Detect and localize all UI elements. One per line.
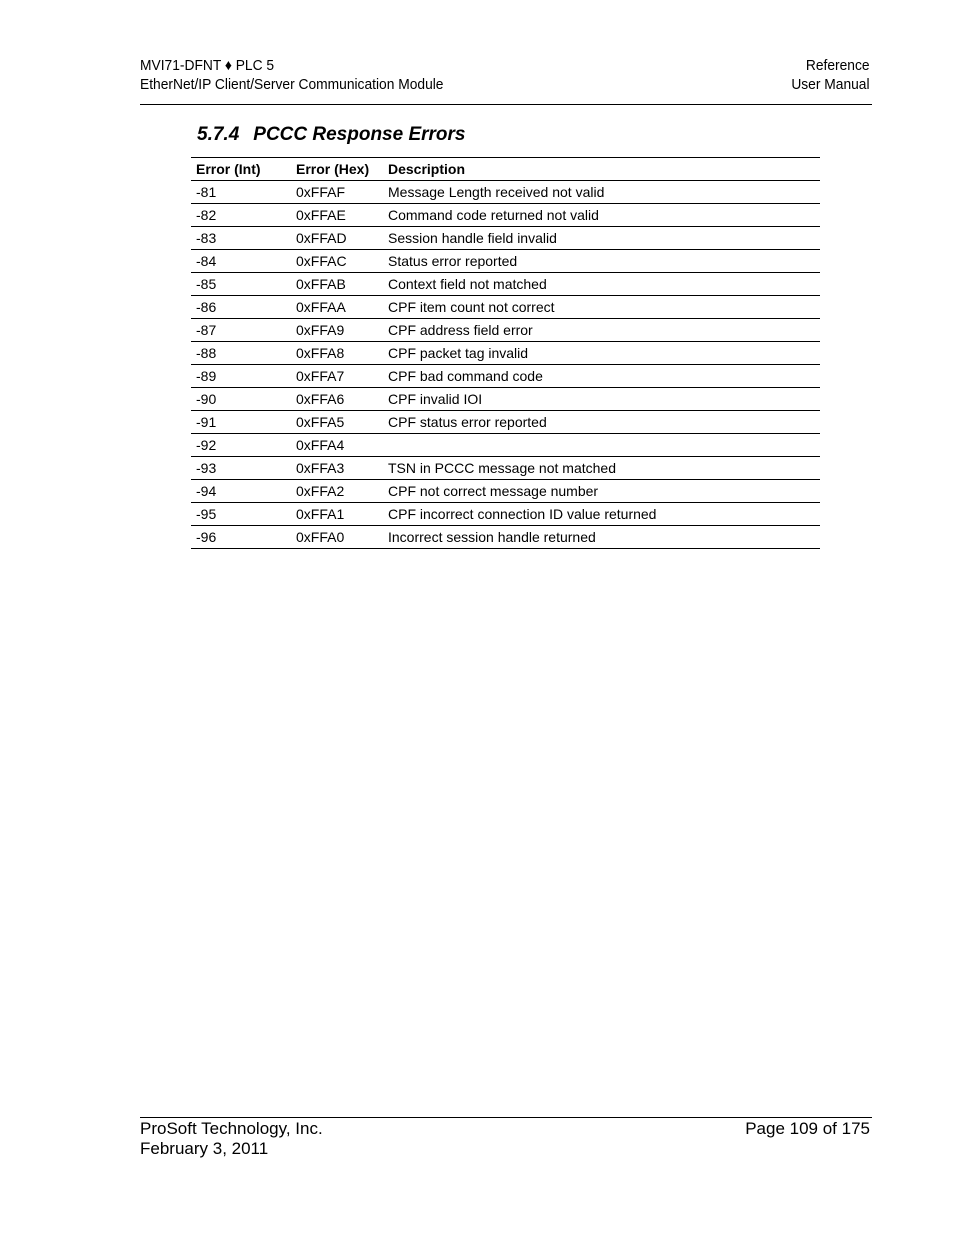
error-hex: 0xFFA5 <box>291 411 383 434</box>
error-hex: 0xFFA0 <box>291 526 383 549</box>
error-int: -90 <box>191 388 291 411</box>
error-description: CPF bad command code <box>383 365 820 388</box>
header-product: MVI71-DFNT ♦ PLC 5 <box>140 57 275 74</box>
error-int: -87 <box>191 319 291 342</box>
error-description: CPF invalid IOI <box>383 388 820 411</box>
column-header-description: Description <box>383 158 820 181</box>
section-title: PCCC Response Errors <box>253 124 466 145</box>
error-description: Command code returned not valid <box>383 204 820 227</box>
error-hex: 0xFFA3 <box>291 457 383 480</box>
table-row <box>191 227 820 250</box>
error-description: Incorrect session handle returned <box>383 526 820 549</box>
table-row <box>191 181 820 204</box>
error-hex: 0xFFAE <box>291 204 383 227</box>
pccc-errors-table <box>191 157 820 549</box>
error-description: Message Length received not valid <box>383 181 820 204</box>
error-description: Status error reported <box>383 250 820 273</box>
error-description <box>383 434 820 457</box>
error-int: -89 <box>191 365 291 388</box>
error-int: -81 <box>191 181 291 204</box>
error-hex: 0xFFA1 <box>291 503 383 526</box>
error-hex: 0xFFAF <box>291 181 383 204</box>
column-header-hex: Error (Hex) <box>291 158 383 181</box>
error-description: TSN in PCCC message not matched <box>383 457 820 480</box>
error-hex: 0xFFA2 <box>291 480 383 503</box>
table-row <box>191 250 820 273</box>
error-hex: 0xFFAB <box>291 273 383 296</box>
error-int: -84 <box>191 250 291 273</box>
table-row <box>191 434 820 457</box>
column-header-int: Error (Int) <box>191 158 291 181</box>
table-row <box>191 204 820 227</box>
header-doc-type: User Manual <box>791 76 870 93</box>
error-int: -91 <box>191 411 291 434</box>
error-hex: 0xFFAD <box>291 227 383 250</box>
header-module: EtherNet/IP Client/Server Communication Module <box>140 76 444 93</box>
section-number: 5.7.4 <box>197 124 240 145</box>
footer-date: February 3, 2011 <box>140 1139 269 1158</box>
table-row <box>191 457 820 480</box>
error-description: CPF item count not correct <box>383 296 820 319</box>
error-hex: 0xFFAA <box>291 296 383 319</box>
table-row <box>191 365 820 388</box>
error-hex: 0xFFA7 <box>291 365 383 388</box>
error-description: CPF address field error <box>383 319 820 342</box>
section-heading <box>197 124 466 146</box>
error-description: CPF status error reported <box>383 411 820 434</box>
error-int: -96 <box>191 526 291 549</box>
table-row <box>191 296 820 319</box>
error-description: CPF incorrect connection ID value returned <box>383 503 820 526</box>
error-int: -82 <box>191 204 291 227</box>
error-int: -85 <box>191 273 291 296</box>
error-hex: 0xFFA4 <box>291 434 383 457</box>
error-int: -83 <box>191 227 291 250</box>
table-row <box>191 273 820 296</box>
error-hex: 0xFFA8 <box>291 342 383 365</box>
table-row <box>191 388 820 411</box>
header-section: Reference <box>805 57 870 74</box>
error-int: -86 <box>191 296 291 319</box>
table-row <box>191 480 820 503</box>
error-hex: 0xFFA6 <box>291 388 383 411</box>
page-number: Page 109 of 175 <box>745 1119 870 1138</box>
footer-company: ProSoft Technology, Inc. <box>140 1119 323 1138</box>
error-int: -95 <box>191 503 291 526</box>
error-int: -94 <box>191 480 291 503</box>
error-description: CPF not correct message number <box>383 480 820 503</box>
table-row <box>191 342 820 365</box>
table-header-row <box>191 158 820 181</box>
error-hex: 0xFFAC <box>291 250 383 273</box>
error-int: -92 <box>191 434 291 457</box>
error-int: -88 <box>191 342 291 365</box>
footer-divider <box>140 1117 872 1118</box>
table-row <box>191 411 820 434</box>
error-hex: 0xFFA9 <box>291 319 383 342</box>
error-description: Session handle field invalid <box>383 227 820 250</box>
table-row <box>191 526 820 549</box>
page-header <box>140 56 870 104</box>
error-description: Context field not matched <box>383 273 820 296</box>
table-row <box>191 503 820 526</box>
table-row <box>191 319 820 342</box>
header-divider <box>140 104 872 105</box>
error-description: CPF packet tag invalid <box>383 342 820 365</box>
error-int: -93 <box>191 457 291 480</box>
